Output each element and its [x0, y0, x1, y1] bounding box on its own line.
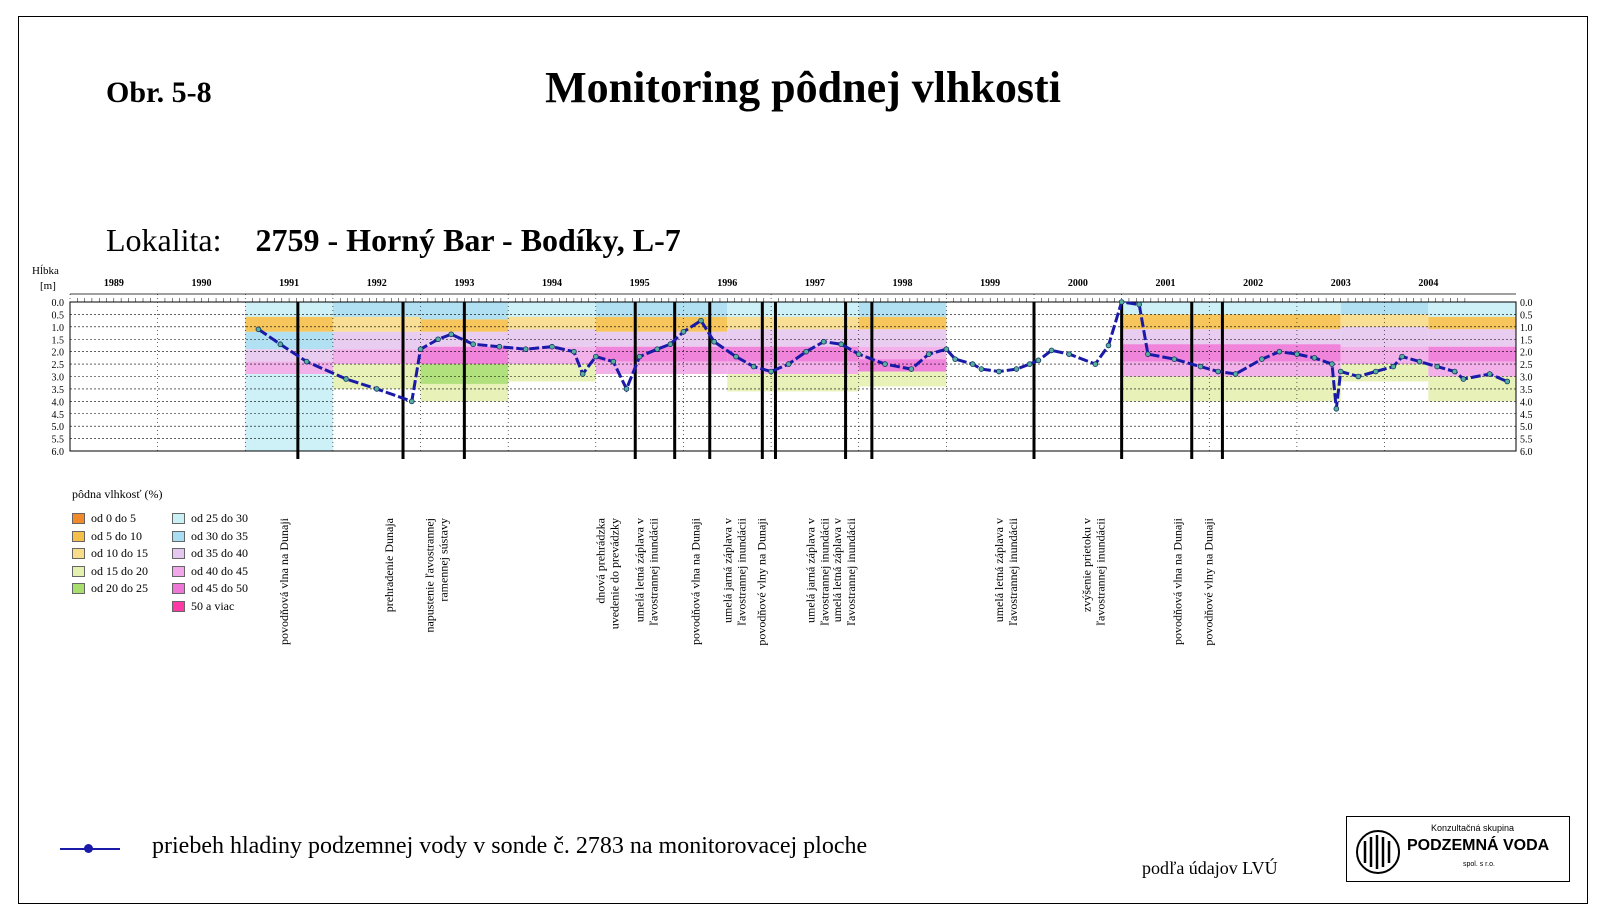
event-label: povodňová vlna na Dunaji — [688, 518, 703, 645]
groundwater-level-point — [1106, 343, 1111, 348]
legend-item — [172, 580, 248, 598]
x-tick-label: 1991 — [279, 278, 300, 289]
y-tick-label-left: 4.5 — [51, 409, 64, 421]
y-tick-label-left: 5.5 — [51, 434, 64, 446]
location-label: Lokalita: — [106, 222, 222, 258]
logo-top-text: Konzultačná skupina — [1431, 823, 1515, 833]
groundwater-level-point — [497, 344, 502, 349]
groundwater-level-point — [786, 362, 791, 367]
y-tick-label-right: 0.5 — [1520, 310, 1533, 322]
y-tick-label-right: 2.5 — [1520, 360, 1533, 372]
groundwater-level-point — [883, 362, 888, 367]
groundwater-level-point — [449, 332, 454, 337]
legend-swatch — [172, 548, 185, 559]
x-tick-label: 2003 — [1330, 278, 1351, 289]
event-label: povodňové vlny na Dunaji — [754, 518, 769, 646]
groundwater-level-point — [668, 342, 673, 347]
y-tick-label-right: 6.0 — [1520, 447, 1533, 458]
groundwater-level-point — [769, 369, 774, 374]
moisture-band — [1122, 344, 1341, 361]
event-label: povodňové vlny na Dunaji — [1201, 518, 1216, 646]
moisture-band — [1341, 327, 1429, 347]
x-tick-label: 1999 — [980, 278, 1001, 289]
moisture-band — [1341, 314, 1429, 326]
event-label: povodňová vlna na Dunaji — [1170, 518, 1185, 645]
x-tick-label: 1993 — [454, 278, 475, 289]
event-label: dnová prehrádzkauvedenie do prevádzky — [593, 518, 622, 630]
groundwater-level-point — [1391, 364, 1396, 369]
moisture-band — [333, 317, 421, 332]
legend-label: od 10 do 15 — [91, 546, 148, 561]
legend-item — [72, 510, 148, 528]
moisture-band — [1341, 302, 1429, 314]
legend-label: od 5 do 10 — [91, 528, 142, 543]
legend-item — [72, 528, 148, 546]
groundwater-level-point — [1036, 358, 1041, 363]
y-tick-label-left: 1.5 — [51, 335, 64, 347]
groundwater-level-point — [344, 377, 349, 382]
groundwater-level-point — [1295, 352, 1300, 357]
x-tick-label: 1997 — [804, 278, 825, 289]
x-tick-label: 2000 — [1067, 278, 1088, 289]
groundwater-level-point — [699, 318, 704, 323]
moisture-band — [596, 317, 727, 332]
y-tick-label-right: 5.0 — [1520, 422, 1533, 434]
moisture-legend-column-2 — [172, 510, 248, 615]
legend-item — [172, 563, 248, 581]
groundwater-level-point — [1137, 302, 1142, 307]
legend-swatch — [172, 566, 185, 577]
groundwater-level-point — [1435, 364, 1440, 369]
groundwater-level-point — [624, 387, 629, 392]
groundwater-level-point — [418, 347, 423, 352]
groundwater-level-point — [1277, 349, 1282, 354]
groundwater-level-point — [436, 337, 441, 342]
groundwater-level-point — [1049, 348, 1054, 353]
source-note: podľa údajov LVÚ — [1142, 858, 1278, 878]
legend-item — [172, 545, 248, 563]
x-tick-label: 1989 — [103, 278, 124, 289]
groundwater-level-point — [1119, 300, 1124, 305]
groundwater-level-point — [1338, 369, 1343, 374]
x-tick-label: 1996 — [717, 278, 738, 289]
groundwater-level-point — [1259, 357, 1264, 362]
y-axis-unit: [m] — [40, 280, 56, 292]
groundwater-level-point — [523, 347, 528, 352]
legend-label: od 45 do 50 — [191, 581, 248, 596]
moisture-band — [333, 332, 421, 349]
y-tick-label-right: 4.5 — [1520, 409, 1533, 421]
legend-swatch — [72, 548, 85, 559]
moisture-band — [245, 349, 333, 361]
legend-label: 50 a viac — [191, 598, 235, 613]
legend-item — [72, 545, 148, 563]
legend-swatch — [72, 566, 85, 577]
groundwater-level-point — [572, 349, 577, 354]
groundwater-level-point — [1216, 369, 1221, 374]
event-label: zvýšenie prietoku vľavostrannej inundácii — [1079, 518, 1108, 626]
groundwater-level-point — [751, 364, 756, 369]
groundwater-level-point — [926, 352, 931, 357]
y-tick-label-right: 0.0 — [1520, 298, 1533, 309]
groundwater-level-point — [1417, 359, 1422, 364]
legend-swatch — [172, 531, 185, 542]
legend-swatch — [172, 513, 185, 524]
groundwater-level-point — [712, 339, 717, 344]
legend-item — [172, 598, 248, 616]
x-tick-label: 1992 — [366, 278, 387, 289]
event-label: umelá jarná záplava vľavostrannej inundácii — [720, 518, 749, 626]
moisture-band — [1122, 302, 1341, 314]
event-label: povodňová vlna na Dunaji — [276, 518, 291, 645]
legend-item — [172, 528, 248, 546]
x-tick-label: 1998 — [892, 278, 913, 289]
groundwater-level-point — [944, 347, 949, 352]
event-label: umelá letná záplava vľavostrannej inundácii — [829, 518, 858, 626]
groundwater-level-point — [821, 339, 826, 344]
legend-label: od 15 do 20 — [91, 563, 148, 578]
groundwater-level-point — [1198, 364, 1203, 369]
y-tick-label-right: 3.5 — [1520, 384, 1533, 396]
groundwater-level-point — [374, 387, 379, 392]
groundwater-level-point — [734, 354, 739, 359]
x-tick-label: 2004 — [1418, 278, 1439, 289]
y-tick-label-left: 1.0 — [51, 322, 64, 334]
groundwater-level-point — [979, 367, 984, 372]
legend-label: od 25 do 30 — [191, 511, 248, 526]
moisture-band — [727, 317, 858, 329]
company-logo — [1346, 816, 1570, 882]
groundwater-level-point — [1461, 377, 1466, 382]
groundwater-level-point — [856, 352, 861, 357]
groundwater-level-point — [593, 354, 598, 359]
groundwater-level-point — [1027, 362, 1032, 367]
groundwater-level-point — [839, 342, 844, 347]
groundwater-legend-marker — [84, 844, 93, 853]
groundwater-level-point — [637, 354, 642, 359]
groundwater-level-point — [256, 327, 261, 332]
x-tick-label: 2002 — [1243, 278, 1264, 289]
event-label: prehradenie Dunaja — [382, 518, 397, 613]
groundwater-level-point — [655, 347, 660, 352]
groundwater-level-point — [909, 367, 914, 372]
event-label: umelá letná záplava vľavostrannej inundácii — [992, 518, 1020, 626]
y-tick-label-right: 2.0 — [1520, 347, 1533, 359]
groundwater-level-point — [1452, 369, 1457, 374]
legend-item — [72, 580, 148, 598]
legend-label: od 20 do 25 — [91, 581, 148, 596]
y-tick-label-left: 0.0 — [51, 298, 64, 309]
figure-label: Obr. 5-8 — [106, 76, 212, 109]
groundwater-level-point — [1330, 362, 1335, 367]
legend-swatch — [72, 531, 85, 542]
company-logo-icon — [1355, 829, 1401, 875]
x-tick-label: 1994 — [542, 278, 562, 289]
groundwater-level-point — [1172, 357, 1177, 362]
moisture-band — [1428, 347, 1516, 362]
groundwater-level-point — [304, 359, 309, 364]
event-label: umelá jarná záplava vľavostrannej inundácii — [803, 518, 832, 626]
groundwater-level-point — [550, 344, 555, 349]
groundwater-level-point — [1400, 354, 1405, 359]
event-label: napustenie ľavostrannejramennej sústavy — [422, 518, 451, 633]
groundwater-level-point — [953, 357, 958, 362]
groundwater-level-point — [409, 399, 414, 404]
y-tick-label-right: 1.0 — [1520, 322, 1533, 334]
y-tick-label-left: 3.5 — [51, 384, 64, 396]
groundwater-level-point — [611, 359, 616, 364]
groundwater-level-point — [1067, 352, 1072, 357]
legend-swatch — [72, 583, 85, 594]
moisture-legend-title: pôdna vlhkosť (%) — [72, 487, 163, 501]
groundwater-level-point — [1505, 379, 1510, 384]
groundwater-level-point — [1373, 369, 1378, 374]
y-tick-label-left: 2.5 — [51, 360, 64, 372]
groundwater-level-point — [1487, 372, 1492, 377]
y-tick-label-right: 4.0 — [1520, 397, 1533, 409]
moisture-band — [1428, 317, 1516, 329]
page-title: Monitoring pôdnej vlhkosti — [545, 63, 1061, 112]
groundwater-level-point — [1312, 355, 1317, 360]
y-tick-label-left: 5.0 — [51, 422, 64, 434]
groundwater-level-point — [580, 372, 585, 377]
x-tick-label: 2001 — [1155, 278, 1176, 289]
legend-swatch — [172, 583, 185, 594]
groundwater-level-point — [1014, 367, 1019, 372]
groundwater-level-point — [471, 342, 476, 347]
groundwater-level-point — [681, 329, 686, 334]
logo-main-text: PODZEMNÁ VODA — [1407, 837, 1550, 854]
groundwater-level-point — [1356, 374, 1361, 379]
event-label: umelá letná záplava vľavostrannej inundácii — [632, 518, 661, 626]
y-tick-label-left: 2.0 — [51, 347, 64, 359]
groundwater-legend-label: priebeh hladiny podzemnej vody v sonde č. 2783 na monitorovacej ploche — [152, 833, 868, 859]
y-tick-label-right: 5.5 — [1520, 434, 1533, 446]
groundwater-level-point — [1334, 406, 1339, 411]
location-value: 2759 - Horný Bar - Bodíky, L-7 — [255, 222, 681, 258]
x-tick-label: 1995 — [629, 278, 650, 289]
y-tick-label-left: 3.0 — [51, 372, 64, 384]
groundwater-level-point — [1233, 372, 1238, 377]
moisture-band — [727, 347, 858, 362]
legend-item — [72, 563, 148, 581]
moisture-band — [1428, 329, 1516, 346]
y-tick-label-left: 4.0 — [51, 397, 64, 409]
logo-sub-text: spol. s r.o. — [1463, 861, 1495, 868]
legend-label: od 30 do 35 — [191, 528, 248, 543]
moisture-band — [245, 374, 333, 451]
groundwater-level-point — [997, 369, 1002, 374]
moisture-band — [727, 362, 858, 374]
y-tick-label-left: 6.0 — [51, 447, 64, 458]
groundwater-level-point — [804, 349, 809, 354]
groundwater-level-point — [278, 342, 283, 347]
y-tick-label-right: 1.5 — [1520, 335, 1533, 347]
y-tick-label-right: 3.0 — [1520, 372, 1533, 384]
legend-swatch — [172, 601, 185, 612]
groundwater-level-point — [1093, 362, 1098, 367]
legend-item — [172, 510, 248, 528]
moisture-legend-column-1 — [72, 510, 148, 598]
y-tick-label-left: 0.5 — [51, 310, 64, 322]
x-tick-label: 1990 — [191, 278, 212, 289]
legend-swatch — [72, 513, 85, 524]
moisture-band — [1122, 329, 1341, 344]
groundwater-level-point — [970, 362, 975, 367]
legend-label: od 40 do 45 — [191, 563, 248, 578]
y-axis-label: Hĺbka — [32, 265, 59, 277]
moisture-band — [245, 332, 333, 349]
groundwater-level-point — [1146, 352, 1151, 357]
moisture-band — [508, 317, 596, 329]
legend-label: od 0 do 5 — [91, 511, 136, 526]
legend-label: od 35 do 40 — [191, 546, 248, 561]
